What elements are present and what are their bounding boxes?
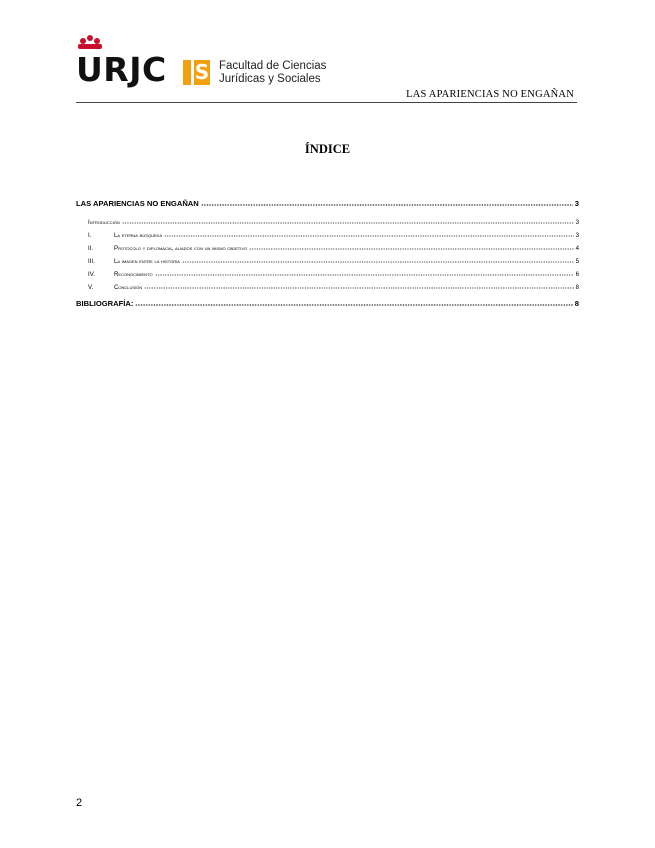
faculty-logo-icon: S xyxy=(183,58,211,88)
toc-entry[interactable] xyxy=(76,265,579,278)
faculty-name-line1: Facultad de Ciencias xyxy=(219,60,327,72)
toc-entry-number: V. xyxy=(88,284,94,291)
toc-entry-label: Introducción xyxy=(88,219,120,226)
toc-entry-number: I. xyxy=(88,232,92,239)
toc-dot-leader xyxy=(135,298,572,306)
toc-entry-label: La imagen entre la historia xyxy=(114,258,180,265)
toc-entry[interactable] xyxy=(76,226,579,239)
toc-entry-number: III. xyxy=(88,258,95,265)
page-title: ÍNDICE xyxy=(304,142,351,156)
faculty-name xyxy=(219,60,326,86)
toc-dot-leader xyxy=(182,255,574,263)
toc-entry[interactable] xyxy=(76,278,579,291)
toc-entry[interactable] xyxy=(76,213,579,226)
toc-entry-label: La eterna búsqueda xyxy=(114,232,163,239)
urjc-logo-text: URJC xyxy=(76,50,167,89)
toc-entry-page: 3 xyxy=(574,199,579,208)
toc-entry-page: 5 xyxy=(575,258,579,265)
toc-dot-leader xyxy=(155,268,574,276)
toc-entry-page: 8 xyxy=(574,299,579,308)
toc-entry-page: 3 xyxy=(575,232,579,239)
toc-dot-leader xyxy=(122,216,574,224)
toc-entry-label: Reconocimiento xyxy=(114,271,153,278)
toc-entry-number: II. xyxy=(88,245,94,252)
toc-entry-label: Protocolo y diplomacia, aliados con un mismo objetivo xyxy=(114,245,248,252)
toc-entry[interactable] xyxy=(76,295,579,308)
toc-dot-leader xyxy=(249,242,574,250)
toc-entry-page: 6 xyxy=(575,271,579,278)
toc-entry-label: Conclusión xyxy=(114,284,143,291)
toc-dot-leader xyxy=(201,198,573,206)
toc-entry-number: IV. xyxy=(88,271,95,278)
faculty-name-line2: Jurídicas y Sociales xyxy=(219,73,321,85)
running-header-title: LAS APARIENCIAS NO ENGAÑAN xyxy=(406,89,574,100)
toc-entry[interactable] xyxy=(76,252,579,265)
toc-entry-label: LAS APARIENCIAS NO ENGAÑAN xyxy=(76,199,199,208)
header-divider xyxy=(76,102,577,103)
table-of-contents xyxy=(76,195,579,308)
toc-entry[interactable] xyxy=(76,239,579,252)
toc-entry[interactable] xyxy=(76,195,579,208)
toc-dot-leader xyxy=(144,281,573,289)
toc-entry-page: 3 xyxy=(575,219,579,226)
toc-dot-leader xyxy=(164,229,573,237)
toc-entry-page: 4 xyxy=(575,245,579,252)
page-number: 2 xyxy=(76,797,83,809)
toc-entry-label: BIBLIOGRAFÍA: xyxy=(76,299,134,308)
toc-entry-page: 8 xyxy=(575,284,579,291)
urjc-logo xyxy=(76,38,176,92)
